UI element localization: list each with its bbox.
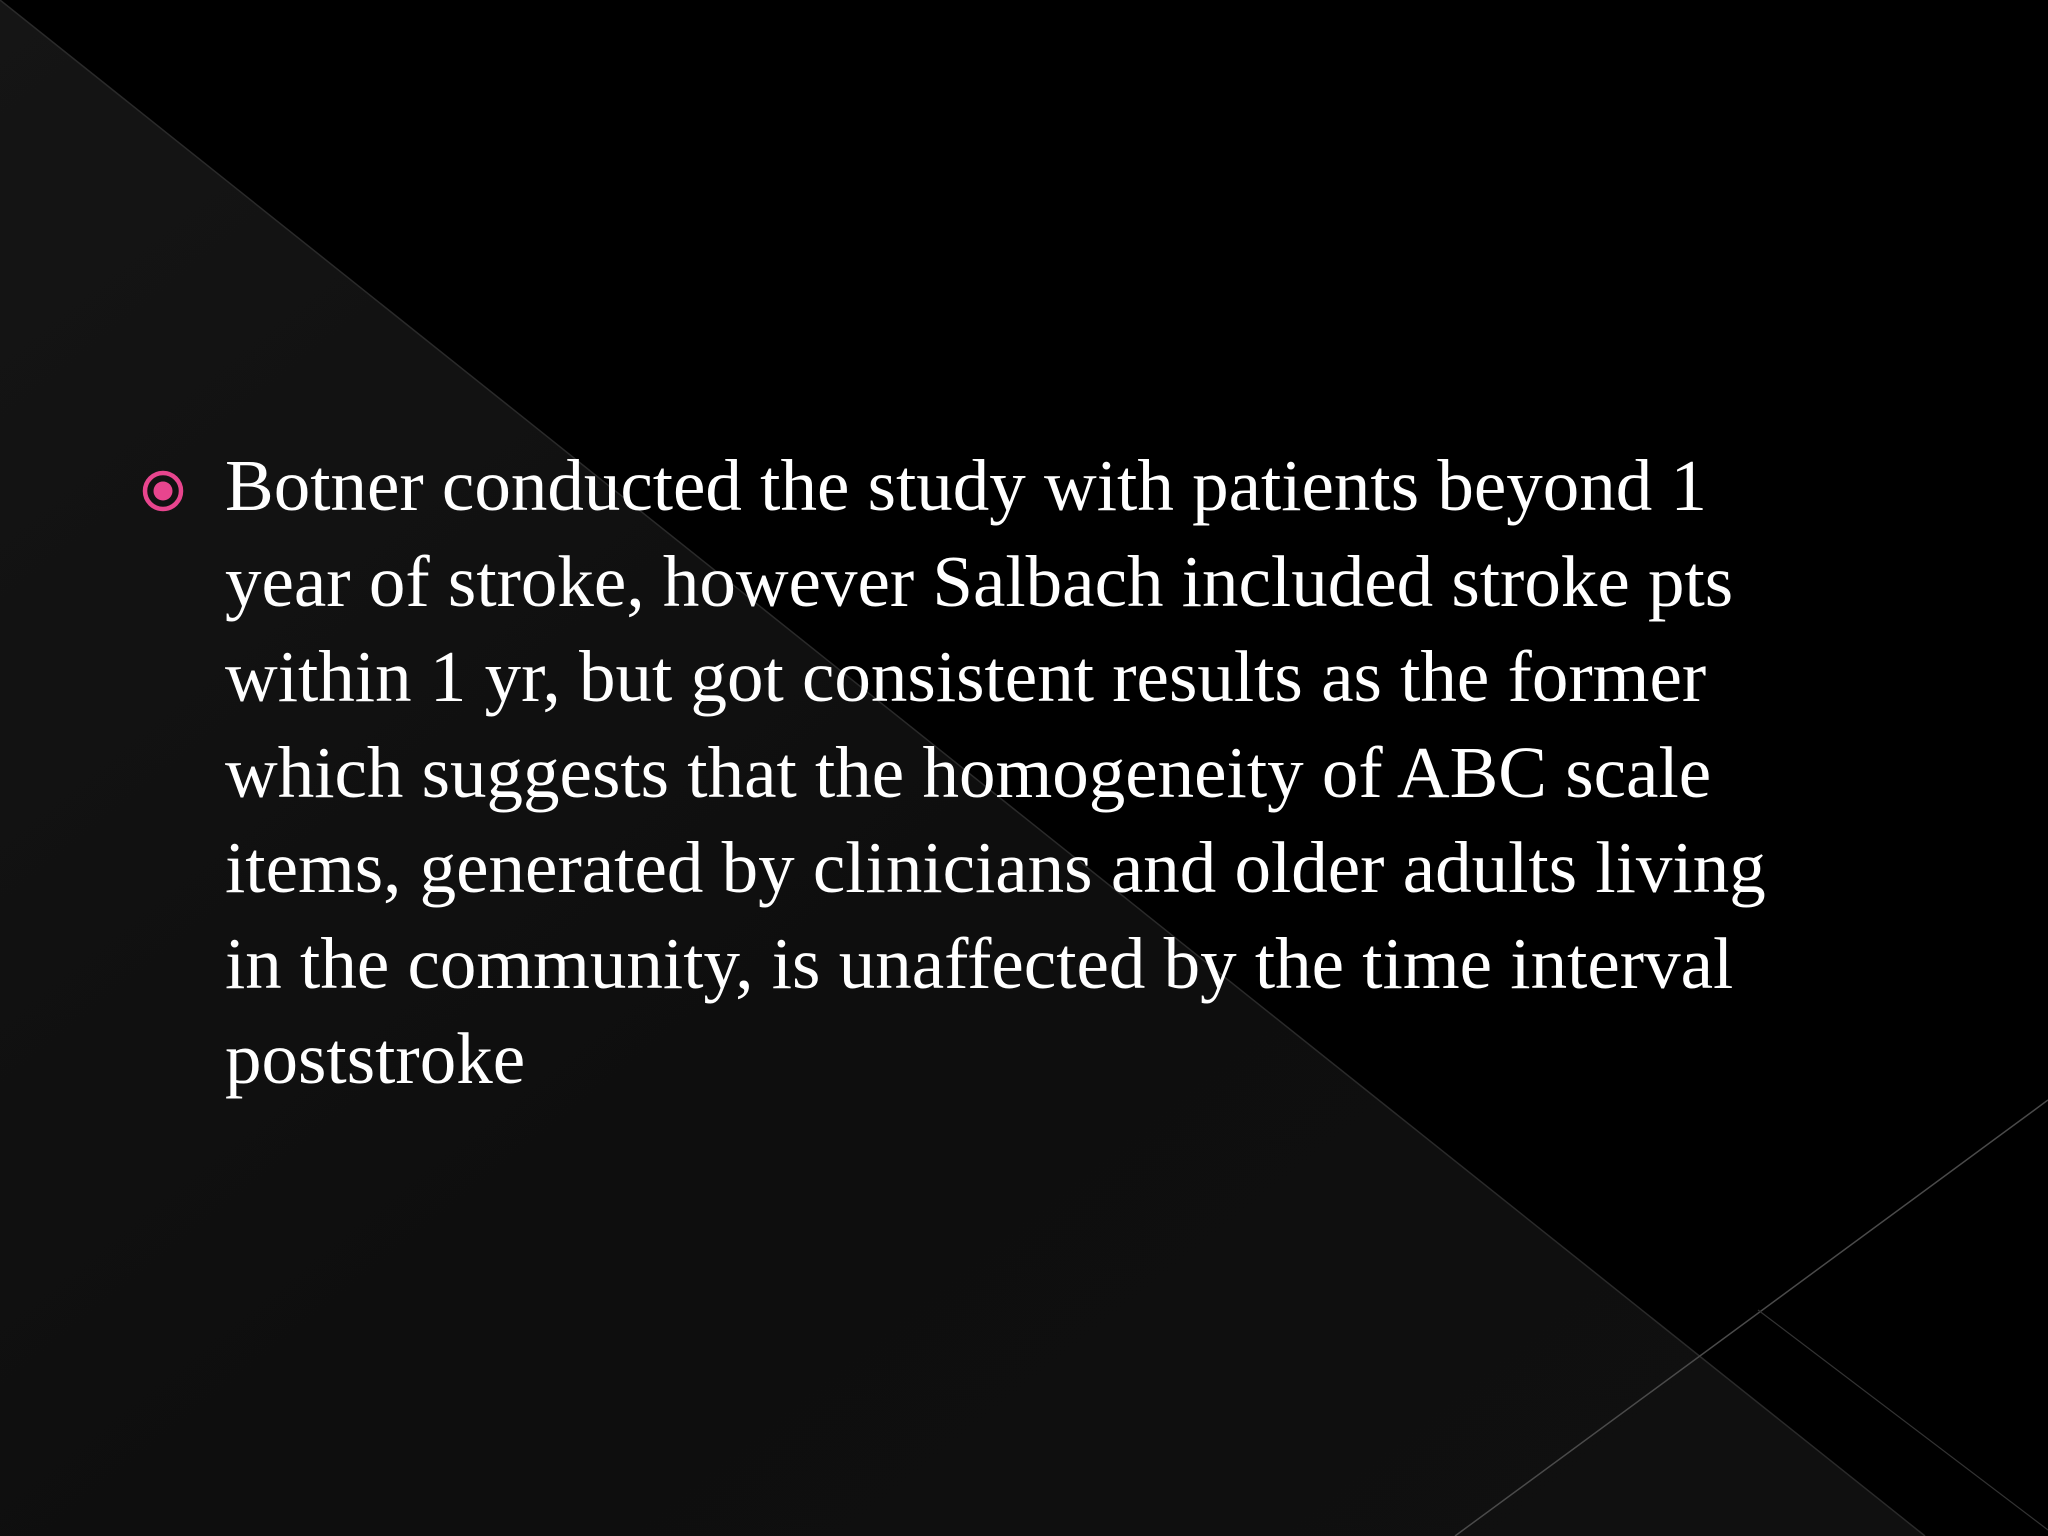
bullet-line: within 1 yr, but got consistent results as the former bbox=[225, 636, 1707, 717]
bullet-line: poststroke bbox=[225, 1018, 526, 1099]
bullet-text bbox=[225, 438, 1940, 1107]
bullet-line: Botner conducted the study with patients beyond 1 bbox=[225, 445, 1708, 526]
bullet-line: in the community, is unaffected by the time interval bbox=[225, 922, 1734, 1004]
bullet-line: year of stroke, however Salbach included stroke pts bbox=[225, 540, 1734, 622]
bullet-line: items, generated by clinicians and older adults living bbox=[225, 827, 1766, 908]
bullet-line: which suggests that the homogeneity of ABC scale bbox=[225, 731, 1712, 813]
bullet-item bbox=[140, 438, 1940, 1107]
circled-dot-icon bbox=[140, 468, 186, 514]
bullet-list bbox=[140, 438, 1940, 1107]
